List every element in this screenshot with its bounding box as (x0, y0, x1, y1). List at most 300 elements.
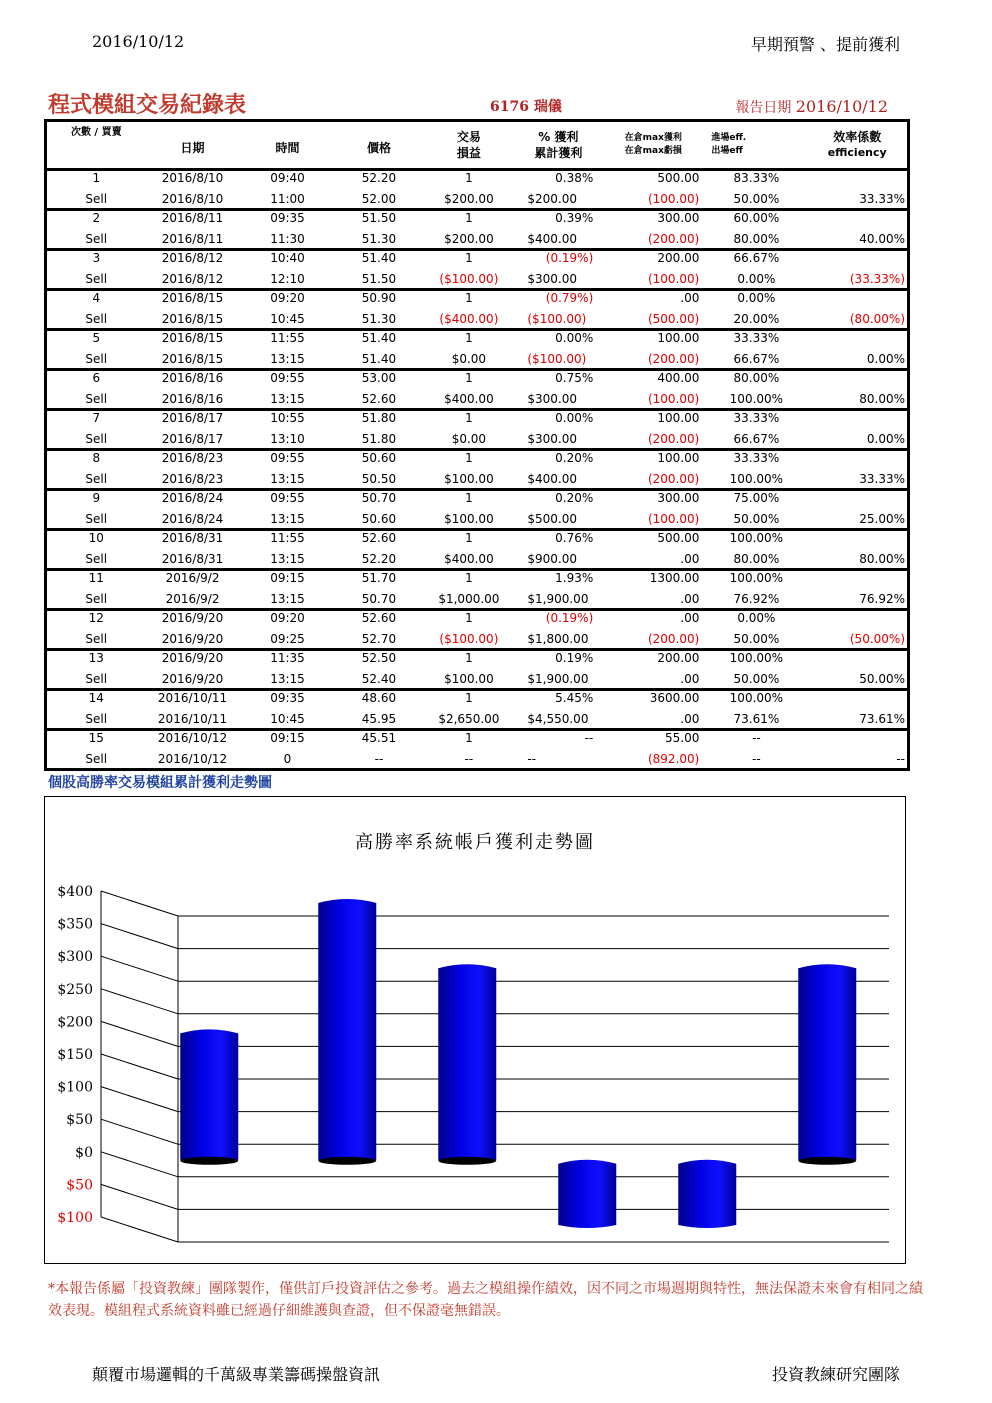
cell-eff: 80.00% (859, 551, 905, 566)
cell-maxp: 1300.00 (601, 570, 705, 590)
bar-body (798, 964, 856, 1163)
cell-pnl: $200.00 (444, 191, 494, 206)
gridline-diagonal (101, 956, 178, 981)
cell-pnl: $0.00 (451, 351, 487, 366)
cell-eff: 0.00% (866, 431, 905, 446)
cell-side: Sell (85, 231, 108, 246)
y-tick-label: $250 (57, 981, 93, 998)
trade-table (44, 119, 910, 771)
cell-maxl: (100.00) (647, 191, 700, 206)
y-tick-label: $50 (66, 1112, 93, 1129)
cell-qty: 1 (422, 490, 515, 510)
table-row (46, 349, 909, 370)
cell-no: 6 (46, 370, 146, 390)
cell-blank (807, 330, 908, 350)
table-row (46, 250, 909, 270)
report-date-value: 2016/10/12 (795, 97, 888, 116)
cell-price1: 45.51 (336, 730, 423, 750)
cell-date2: 2016/8/31 (161, 551, 224, 566)
cell-in_eff: 66.67% (705, 250, 807, 270)
cell-out_eff: 20.00% (733, 311, 780, 326)
cell-price1: 52.50 (336, 650, 423, 670)
cell-date1: 2016/8/11 (146, 210, 240, 230)
col-pnl-line1: 交易 (456, 130, 481, 144)
cell-time1: 09:55 (240, 490, 336, 510)
cell-blank (807, 490, 908, 510)
cell-date2: 2016/9/20 (161, 671, 224, 686)
bar (678, 1160, 736, 1228)
table-row (46, 170, 909, 190)
col-efficiency (807, 121, 908, 170)
col-pct (515, 121, 601, 170)
col-eff-line1: 進場eff. (711, 133, 747, 143)
bar-base (318, 1157, 376, 1165)
cell-price1: 51.40 (336, 330, 423, 350)
cell-eff: -- (896, 751, 905, 766)
cell-date1: 2016/8/23 (146, 450, 240, 470)
cell-price1: 52.60 (336, 530, 423, 550)
gridline-diagonal (101, 1021, 178, 1046)
y-tick-label: $100 (57, 1210, 93, 1226)
cell-out_eff: 66.67% (733, 351, 780, 366)
cell-price1: 53.00 (336, 370, 423, 390)
cell-in_eff: 83.33% (733, 171, 780, 185)
cell-blank (807, 730, 908, 750)
cell-maxl: .00 (680, 551, 700, 566)
header-date: 2016/10/12 (92, 32, 185, 51)
cell-qty: 1 (422, 610, 515, 630)
cell-eff: 50.00% (859, 671, 905, 686)
cell-pct: 0.20% (515, 450, 601, 470)
cell-eff: 73.61% (859, 711, 905, 726)
cell-price1: 52.60 (336, 610, 423, 630)
cell-maxp: .00 (601, 610, 705, 630)
cell-maxp: 500.00 (601, 530, 705, 550)
cell-side: Sell (85, 551, 108, 566)
cell-in_eff: 33.33% (705, 410, 807, 430)
cell-cum: $1,900.00 (527, 591, 589, 606)
cell-no: 5 (46, 330, 146, 350)
cell-blank (807, 650, 908, 670)
cell-time2: 10:45 (270, 711, 305, 726)
table-row (46, 229, 909, 250)
cell-no: 1 (92, 171, 101, 185)
cell-no: 8 (46, 450, 146, 470)
cell-eff: 33.33% (859, 191, 905, 206)
cell-cum: $300.00 (527, 431, 577, 446)
cell-side: Sell (85, 431, 108, 446)
cell-cum: $400.00 (527, 231, 577, 246)
cell-no: 2 (46, 210, 146, 230)
cell-out_eff: 73.61% (733, 711, 780, 726)
cell-date2: 2016/9/2 (165, 591, 220, 606)
cell-maxl: (200.00) (647, 231, 700, 246)
cell-price2: 51.30 (361, 231, 397, 246)
bar-body (318, 899, 376, 1163)
cell-time1: 09:35 (240, 210, 336, 230)
cell-pct: 0.39% (515, 210, 601, 230)
cell-date2: 2016/9/20 (161, 631, 224, 646)
cell-time2: 11:00 (270, 191, 305, 206)
cell-price2: 52.40 (361, 671, 397, 686)
cell-time1: 09:35 (240, 690, 336, 710)
cell-no: 9 (46, 490, 146, 510)
cell-price1: 48.60 (336, 690, 423, 710)
cell-cum: -- (527, 751, 537, 766)
cell-price2: 51.40 (361, 351, 397, 366)
table-row (46, 749, 909, 770)
cell-date2: 2016/8/23 (161, 471, 224, 486)
cell-blank (807, 170, 908, 190)
cell-out_eff: 80.00% (733, 551, 780, 566)
cell-date2: 2016/8/24 (161, 511, 224, 526)
cell-pnl: $1,000.00 (438, 591, 500, 606)
cell-pnl: $100.00 (444, 471, 494, 486)
cell-maxp: 100.00 (601, 410, 705, 430)
cell-eff: 40.00% (859, 231, 905, 246)
col-pct-line2: 累計獲利 (534, 146, 583, 160)
cell-eff: 0.00% (866, 351, 905, 366)
disclaimer: *本報告係屬「投資教練」團隊製作，僅供訂戶投資評估之參考。過去之模組操作績效，因不同之市場週期與特性，無法保證未來會有相同之績效表現。模組程式系統資料雖已經過仔細維護與查證，但不保證毫無錯誤。 (48, 1281, 923, 1319)
cell-date2: 2016/10/12 (157, 751, 228, 766)
footer-right: 投資教練研究團隊 (771, 1365, 900, 1384)
cell-cum: ($100.00) (527, 351, 587, 366)
cell-pct: (0.79%) (515, 290, 601, 310)
cell-pct: -- (515, 730, 601, 750)
table-row (46, 330, 909, 350)
cell-time2: 13:15 (270, 551, 305, 566)
col-max-line2: 在倉max虧損 (624, 146, 682, 156)
col-time: 時間 (240, 121, 336, 170)
cell-no: 11 (46, 570, 146, 590)
cell-maxl: (892.00) (647, 751, 700, 766)
col-efficiency-line2: efficiency (827, 146, 887, 159)
cell-time2: 13:15 (270, 471, 305, 486)
cell-date1: 2016/8/15 (146, 290, 240, 310)
bar (180, 1029, 238, 1164)
cell-price1: 50.90 (336, 290, 423, 310)
gridline-diagonal (101, 989, 178, 1014)
cell-maxl: (200.00) (647, 351, 700, 366)
cell-date1: 2016/10/12 (146, 730, 240, 750)
cell-in_eff: -- (705, 730, 807, 750)
cell-date1: 2016/9/2 (146, 570, 240, 590)
cell-date1: 2016/8/17 (146, 410, 240, 430)
cell-date1: 2016/9/20 (146, 610, 240, 630)
cell-date1: 2016/8/24 (146, 490, 240, 510)
cell-cum: $1,800.00 (527, 631, 589, 646)
cell-date2: 2016/8/15 (161, 311, 224, 326)
table-row (46, 629, 909, 650)
cell-maxl: (200.00) (647, 631, 700, 646)
cell-no: 12 (46, 610, 146, 630)
cell-in_eff: 60.00% (705, 210, 807, 230)
y-tick-label: $100 (57, 1079, 93, 1096)
bar (438, 964, 496, 1165)
table-row (46, 309, 909, 330)
cell-maxp: 500.00 (657, 171, 700, 185)
bar-body (438, 964, 496, 1163)
footer-left: 顛覆市場邏輯的千萬級專業籌碼操盤資訊 (92, 1365, 381, 1384)
cell-pnl: $100.00 (444, 671, 494, 686)
cell-time1: 09:20 (240, 290, 336, 310)
cell-maxp: 300.00 (601, 210, 705, 230)
table-row (46, 690, 909, 710)
col-count: 次數 / 買賣 (46, 121, 146, 170)
cell-qty: 1 (422, 650, 515, 670)
cell-time2: 11:30 (270, 231, 305, 246)
y-tick-label: $200 (57, 1014, 93, 1031)
col-pnl-line2: 損益 (456, 146, 481, 160)
cell-maxp: 100.00 (601, 330, 705, 350)
cell-in_eff: 80.00% (705, 370, 807, 390)
cell-price2: 52.20 (361, 551, 397, 566)
cell-pct: 0.76% (515, 530, 601, 550)
cell-time2: 13:15 (270, 391, 305, 406)
table-row (46, 210, 909, 230)
table-row (46, 669, 909, 690)
cell-price2: -- (374, 751, 384, 766)
cell-maxp: 300.00 (601, 490, 705, 510)
col-price: 價格 (336, 121, 423, 170)
cell-time1: 09:15 (240, 730, 336, 750)
cell-cum: $300.00 (527, 391, 577, 406)
cell-side: Sell (85, 591, 108, 606)
table-row (46, 429, 909, 450)
cell-time1: 11:35 (240, 650, 336, 670)
y-tick-label: $50 (66, 1177, 93, 1194)
cell-date1: 2016/8/12 (146, 250, 240, 270)
cell-price1: 51.80 (336, 410, 423, 430)
cell-maxl: (500.00) (647, 311, 700, 326)
cell-in_eff: 100.00% (705, 690, 807, 710)
cell-maxl: .00 (680, 711, 700, 726)
chart-title: 高勝率系統帳戶獲利走勢圖 (355, 832, 595, 853)
cell-price1: 51.40 (336, 250, 423, 270)
cell-price2: 52.60 (361, 391, 397, 406)
table-row (46, 469, 909, 490)
gridline-diagonal (101, 1087, 178, 1112)
cell-blank (807, 250, 908, 270)
cell-blank (807, 450, 908, 470)
stock-name: 6176 瑞儀 (490, 99, 562, 115)
table-row (46, 370, 909, 390)
cell-pnl: -- (464, 751, 474, 766)
cell-time2: 13:10 (270, 431, 305, 446)
gridline-diagonal (101, 924, 178, 949)
cell-eff: 25.00% (859, 511, 905, 526)
cell-qty: 1 (422, 290, 515, 310)
cell-side: Sell (85, 391, 108, 406)
cell-time1: 11:55 (240, 530, 336, 550)
cell-pct: 0.75% (515, 370, 601, 390)
cell-qty: 1 (422, 250, 515, 270)
cell-out_eff: 0.00% (737, 271, 776, 286)
table-row (46, 549, 909, 570)
gridline-diagonal (101, 1184, 178, 1209)
cell-qty: 1 (422, 450, 515, 470)
cell-cum: $500.00 (527, 511, 577, 526)
cell-pnl: $400.00 (444, 391, 494, 406)
cell-price2: 50.70 (361, 591, 397, 606)
cell-time1: 10:55 (240, 410, 336, 430)
cell-maxl: (100.00) (647, 391, 700, 406)
cell-blank (807, 210, 908, 230)
cell-time2: 13:15 (270, 511, 305, 526)
cell-price1: 51.50 (336, 210, 423, 230)
table-row (46, 530, 909, 550)
cell-maxp: .00 (601, 290, 705, 310)
cell-side: Sell (85, 711, 108, 726)
gridline-diagonal (101, 1054, 178, 1079)
cell-pnl: $400.00 (444, 551, 494, 566)
bar-body (180, 1029, 238, 1162)
cell-out_eff: -- (752, 751, 761, 766)
cell-cum: ($100.00) (527, 311, 587, 326)
cell-in_eff: 100.00% (705, 570, 807, 590)
cell-time2: 09:25 (270, 631, 305, 646)
cell-time2: 10:45 (270, 311, 305, 326)
cell-no: 10 (46, 530, 146, 550)
cell-blank (807, 570, 908, 590)
report-date-label: 報告日期 (735, 100, 792, 116)
cell-out_eff: 100.00% (729, 471, 784, 486)
cell-blank (807, 290, 908, 310)
cell-pnl: ($100.00) (439, 631, 499, 646)
cell-cum: $900.00 (527, 551, 577, 566)
cell-qty: 1 (465, 171, 473, 185)
cell-cum: $400.00 (527, 471, 577, 486)
cell-qty: 1 (422, 370, 515, 390)
cell-blank (807, 410, 908, 430)
cell-price2: 52.70 (361, 631, 397, 646)
cell-pct: (0.19%) (515, 610, 601, 630)
cell-pct: (0.19%) (515, 250, 601, 270)
table-row (46, 709, 909, 730)
y-tick-label: $300 (57, 949, 93, 966)
cell-out_eff: 76.92% (733, 591, 780, 606)
bar-body (678, 1160, 736, 1228)
cell-pct: 0.00% (515, 410, 601, 430)
col-pct-line1: % 獲利 (538, 130, 579, 144)
cell-side: Sell (85, 191, 108, 206)
bar-base (798, 1157, 856, 1165)
cell-time2: 13:15 (270, 591, 305, 606)
cell-out_eff: 100.00% (729, 391, 784, 406)
cell-eff: (50.00%) (849, 631, 905, 646)
cell-cum: $1,900.00 (527, 671, 589, 686)
report-date (735, 97, 888, 117)
cell-pnl: $0.00 (451, 431, 487, 446)
table-header (46, 121, 909, 170)
cell-eff: (33.33%) (849, 271, 905, 286)
cell-time1: 09:55 (240, 370, 336, 390)
cell-qty: 1 (422, 730, 515, 750)
cell-date2: 2016/10/11 (157, 711, 228, 726)
table-row (46, 189, 909, 210)
bar-base (180, 1157, 238, 1165)
cell-date1: 2016/8/31 (146, 530, 240, 550)
cell-eff: 80.00% (859, 391, 905, 406)
cell-maxp: 100.00 (601, 450, 705, 470)
cell-date2: 2016/8/15 (161, 351, 224, 366)
cell-blank (807, 530, 908, 550)
cell-in_eff: 0.00% (705, 290, 807, 310)
cell-time1: 09:15 (240, 570, 336, 590)
cell-maxp: 55.00 (601, 730, 705, 750)
cell-out_eff: 50.00% (733, 671, 780, 686)
cell-side: Sell (85, 351, 108, 366)
cell-cum: $4,550.00 (527, 711, 589, 726)
cell-eff: 76.92% (859, 591, 905, 606)
cell-price1: 52.20 (361, 171, 397, 185)
cell-in_eff: 100.00% (705, 530, 807, 550)
cell-pnl: $2,650.00 (438, 711, 500, 726)
col-eff-line2: 出場eff (711, 146, 743, 156)
cell-date2: 2016/8/12 (161, 271, 224, 286)
cell-date1: 2016/10/11 (146, 690, 240, 710)
cell-maxl: .00 (680, 671, 700, 686)
bar (558, 1160, 616, 1228)
table-row (46, 490, 909, 510)
cell-price2: 51.80 (361, 431, 397, 446)
table-row (46, 509, 909, 530)
cell-eff: (80.00%) (849, 311, 905, 326)
col-max (601, 121, 705, 170)
cell-cum: $200.00 (527, 191, 577, 206)
cell-in_eff: 0.00% (705, 610, 807, 630)
col-pnl (422, 121, 515, 170)
cell-time1: 11:55 (240, 330, 336, 350)
cell-maxp: 200.00 (601, 650, 705, 670)
cell-date1: 2016/8/15 (146, 330, 240, 350)
bar (318, 899, 376, 1165)
cell-date1: 2016/8/16 (146, 370, 240, 390)
cell-maxp: 3600.00 (601, 690, 705, 710)
cell-price2: 51.50 (361, 271, 397, 286)
cell-cum: $300.00 (527, 271, 577, 286)
cell-time2: 13:15 (270, 351, 305, 366)
cell-out_eff: 50.00% (733, 631, 780, 646)
cell-time1: 09:40 (270, 171, 305, 185)
table-row (46, 730, 909, 750)
col-max-line1: 在倉max獲利 (624, 133, 682, 143)
cell-pct: 0.00% (515, 330, 601, 350)
cell-out_eff: 66.67% (733, 431, 780, 446)
cell-pnl: ($400.00) (439, 311, 499, 326)
cell-pct: 1.93% (515, 570, 601, 590)
cell-date2: 2016/8/16 (161, 391, 224, 406)
bar-chart (45, 797, 905, 1263)
cell-maxl: .00 (680, 591, 700, 606)
cell-pnl: $100.00 (444, 511, 494, 526)
cell-out_eff: 50.00% (733, 511, 780, 526)
cell-maxl: (200.00) (647, 471, 700, 486)
cell-price2: 52.00 (361, 191, 397, 206)
cell-no: 13 (46, 650, 146, 670)
cell-time2: 12:10 (270, 271, 305, 286)
cell-time1: 10:40 (240, 250, 336, 270)
cell-date2: 2016/8/11 (161, 231, 224, 246)
cell-maxl: (100.00) (647, 271, 700, 286)
cell-side: Sell (85, 511, 108, 526)
cell-pct: 0.20% (515, 490, 601, 510)
cell-side: Sell (85, 631, 108, 646)
cell-eff: 33.33% (859, 471, 905, 486)
cell-pct: 0.19% (515, 650, 601, 670)
cell-time2: 0 (283, 751, 292, 766)
cell-side: Sell (85, 751, 108, 766)
